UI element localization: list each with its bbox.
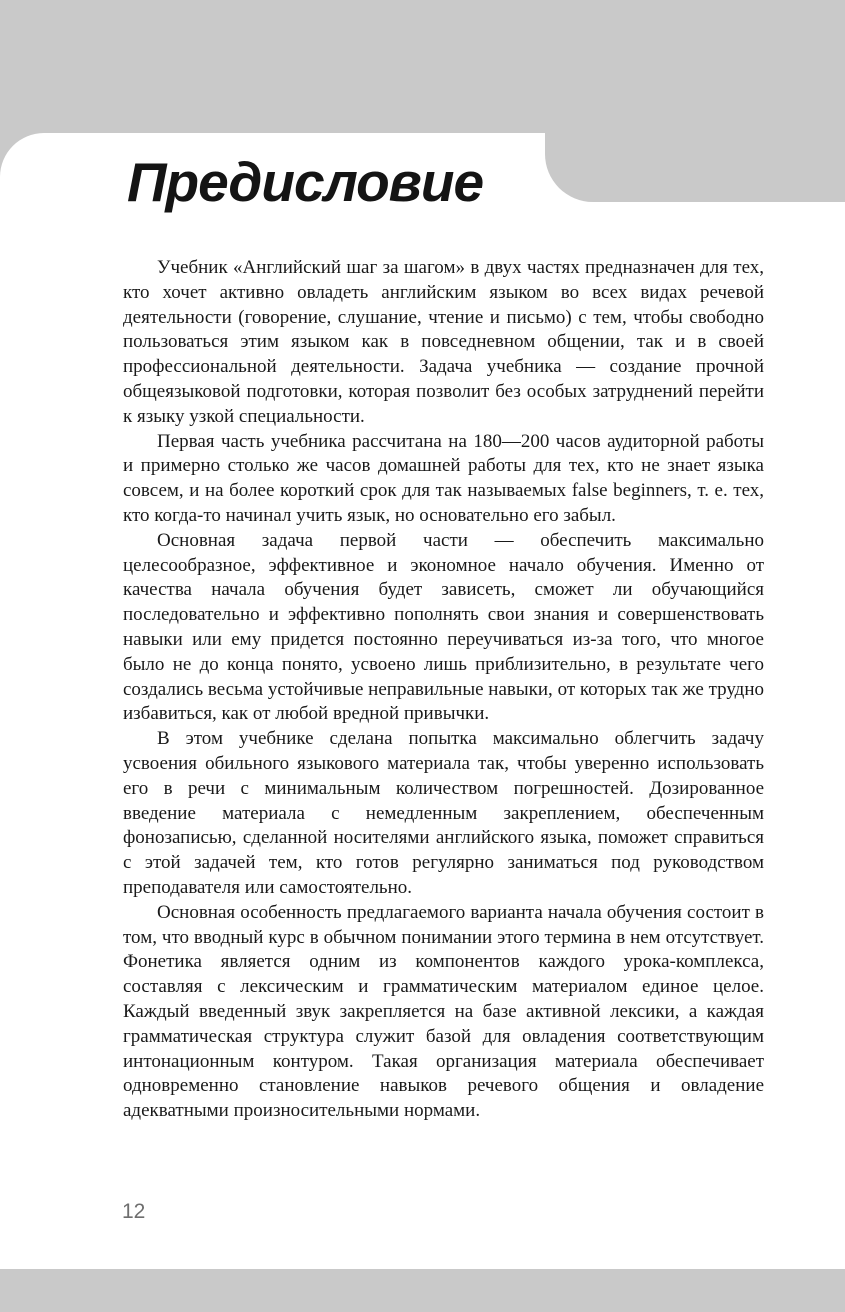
page-number: 12 (122, 1200, 146, 1223)
paragraph: Основная особенность предлагаемого варианта начала обучения состоит в том, что вводный курс в обычном понимании этого термина в нем отсутствует. Фонетика является одним из компонентов каждого урока-комплекса, составляя с лексическим и грамматическим материалом единое целое. Каждый введенный звук закрепляется на базе активной лексики, а каждая грамматическая структура служит базой для овладения соответствующим интонационным контуром. Такая организация материала обеспечивает одновременно становление навыков речевого общения и овладение адекватными произносительными нормами. (123, 901, 764, 1122)
paragraph: Первая часть учебника рассчитана на 180—200 часов аудиторной работы и примерно столько же часов домашней работы для тех, кто не знает языка совсем, и на более короткий срок для так называемых false beginners, т. е. тех, кто когда-то начинал учить язык, но основательно его забыл. (123, 430, 764, 526)
paragraph: Учебник «Английский шаг за шагом» в двух частях предназначен для тех, кто хочет активно овладеть английским языком во всех видах речевой деятельности (говорение, слушание, чтение и письмо) с тем, чтобы свободно пользоваться этим языком как в повседневном общении, так и в своей профессиональной деятельности. Задача учебника — создание прочной общеязыковой подготовки, которая позволит без особых затруднений перейти к языку узкой специальности. (123, 257, 764, 427)
bottom-gray-band (0, 1269, 845, 1312)
body-text (123, 256, 764, 1124)
page-title: Предисловие (127, 151, 484, 213)
paragraph: Основная задача первой части — обеспечить максимально целесообразное, эффективное и экономное начало обучения. Именно от качества начала обучения будет зависеть, сможет ли обучающийся последовательно и эффективно пополнять свои знания и совершенствовать навыки или ему придется постоянно переучиваться из-за того, что многое было не до конца понято, усвоено лишь приблизительно, в результате чего создались весьма устойчивые неправильные навыки, от которых так же трудно избавиться, как от любой вредной привычки. (123, 529, 764, 725)
paragraph: В этом учебнике сделана попытка максимально облегчить задачу усвоения обильного языкового материала так, чтобы уверенно использовать его в речи с минимальным количеством погрешностей. Дозированное введение материала с немедленным закреплением, обеспеченным фонозаписью, сделанной носителями английского языка, поможет справиться с этой задачей тем, кто готов регулярно заниматься под руководством преподавателя или самостоятельно. (123, 728, 764, 898)
top-right-gray-block (545, 0, 845, 202)
